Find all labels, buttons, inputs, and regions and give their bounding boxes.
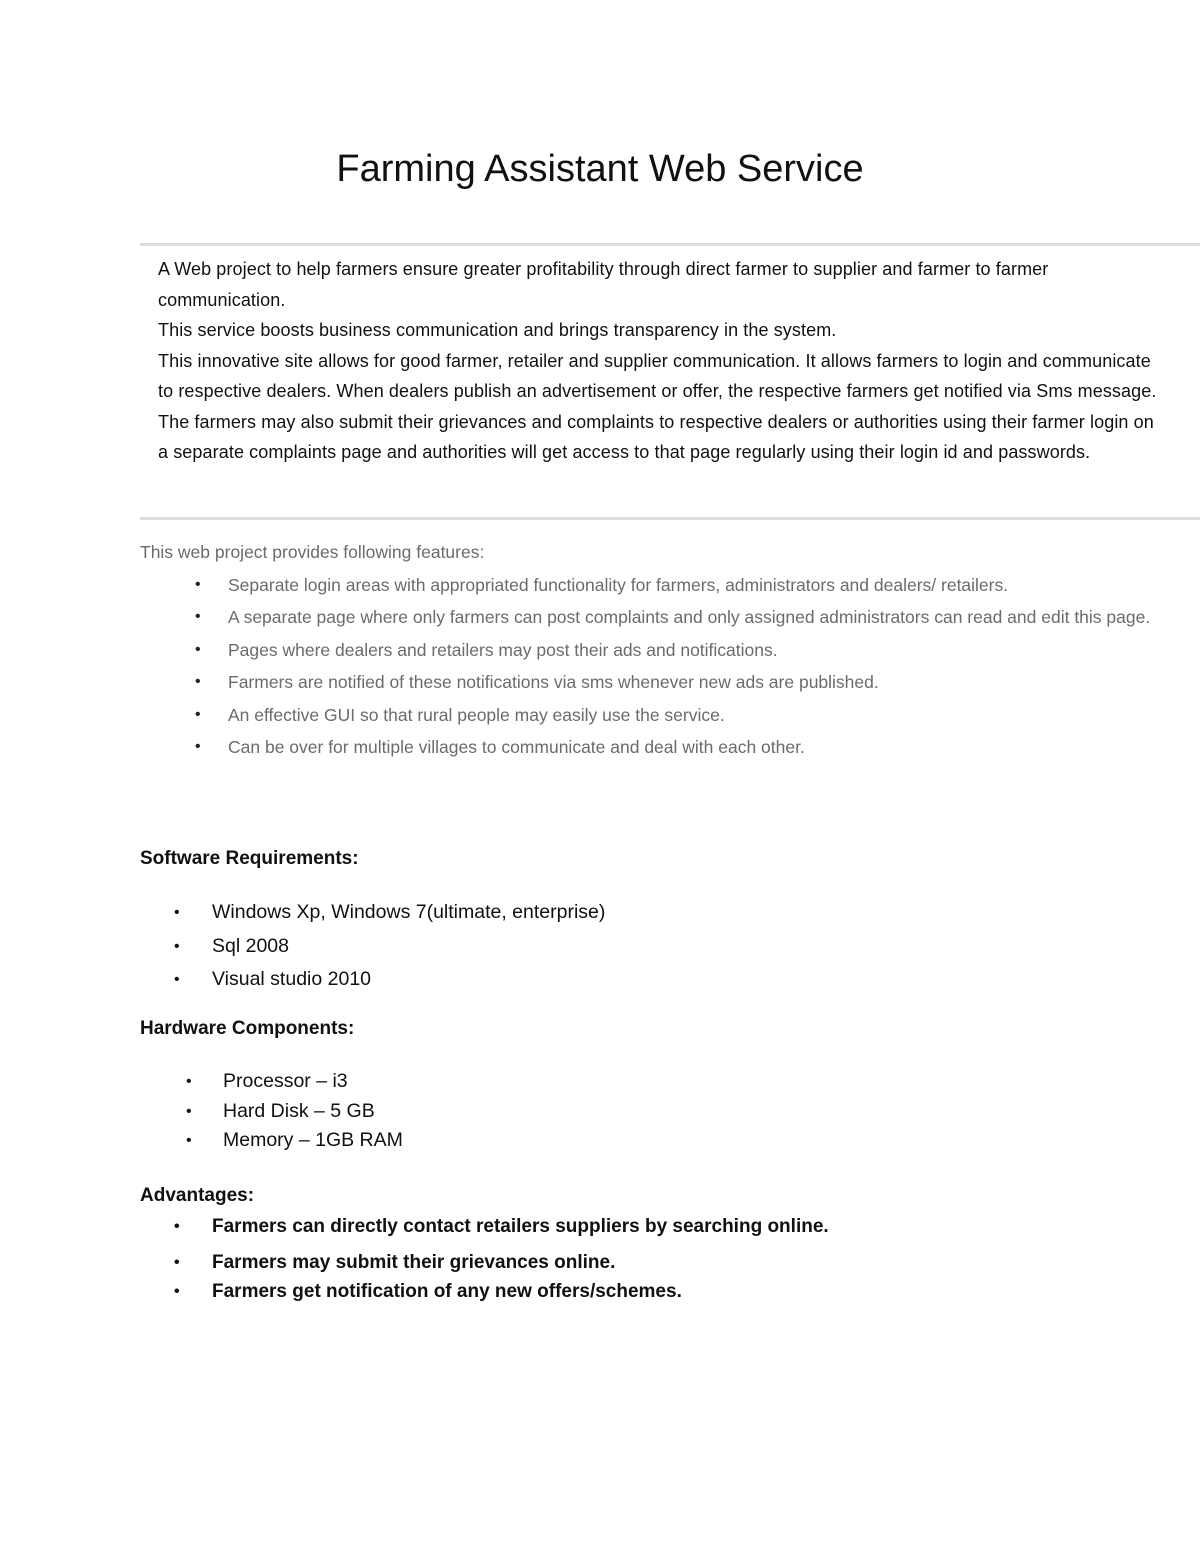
feature-text: Can be over for multiple villages to communicate and deal with each other.: [228, 737, 805, 757]
bullet-icon: •: [195, 705, 201, 723]
bullet-icon: •: [174, 971, 180, 988]
bullet-icon: •: [195, 738, 201, 755]
list-item: [140, 731, 1185, 764]
hardware-list: [182, 1067, 403, 1156]
list-item: [182, 1126, 403, 1156]
bullet-icon: •: [174, 1218, 180, 1235]
advantages-heading: Advantages:: [140, 1185, 255, 1206]
page-title: Farming Assistant Web Service: [336, 148, 864, 190]
bullet-icon: •: [186, 1073, 192, 1090]
feature-text: Pages where dealers and retailers may post their ads and notifications.: [228, 639, 778, 660]
intro-top-divider: [140, 243, 1200, 246]
hardware-item: Hard Disk – 5 GB: [223, 1099, 375, 1122]
intro-paragraph: This service boosts business communication and brings transparency in the system.: [158, 320, 837, 340]
software-list: [170, 896, 605, 997]
list-item: [170, 1275, 829, 1308]
advantage-item: Farmers may submit their grievances online.: [212, 1252, 616, 1273]
features-section: [140, 536, 1185, 764]
list-item: [170, 896, 605, 930]
bullet-icon: •: [186, 1102, 192, 1120]
list-item: [182, 1067, 403, 1097]
software-item: Visual studio 2010: [212, 968, 372, 990]
feature-text: A separate page where only farmers can post complaints and only assigned administrators can read and edit this page.: [228, 607, 1151, 627]
list-item: [170, 1210, 829, 1243]
bullet-icon: •: [174, 1283, 180, 1300]
bullet-icon: •: [174, 1254, 180, 1271]
intro-bottom-divider: [140, 517, 1200, 520]
list-item: [140, 634, 1185, 667]
hardware-item: Memory – 1GB RAM: [223, 1129, 403, 1151]
list-item: [170, 963, 605, 997]
bullet-icon: •: [195, 608, 201, 625]
bullet-icon: •: [195, 575, 201, 593]
software-item: Sql 2008: [212, 934, 289, 957]
bullet-icon: •: [186, 1132, 192, 1149]
bullet-icon: •: [174, 937, 180, 955]
hardware-components-heading: Hardware Components:: [140, 1018, 355, 1039]
software-item: Windows Xp, Windows 7(ultimate, enterprise): [212, 901, 606, 923]
list-item: [182, 1097, 403, 1127]
hardware-item: Processor – i3: [223, 1070, 348, 1092]
advantage-item: Farmers can directly contact retailers suppliers by searching online.: [212, 1216, 829, 1237]
advantage-item: Farmers get notification of any new offers/schemes.: [212, 1281, 682, 1302]
feature-text: An effective GUI so that rural people may easily use the service.: [228, 704, 725, 725]
intro-paragraph: A Web project to help farmers ensure greater profitability through direct farmer to supplier and farmer to farmer communication.: [158, 259, 1049, 310]
features-list: [140, 569, 1185, 764]
list-item: [140, 666, 1185, 699]
features-lead: This web project provides following features:: [140, 542, 485, 562]
list-item: [170, 930, 605, 964]
advantages-list: [170, 1210, 829, 1308]
list-item: [140, 699, 1185, 732]
bullet-icon: •: [174, 904, 180, 921]
list-item: [140, 601, 1185, 634]
feature-text: Farmers are notified of these notifications via sms whenever new ads are published.: [228, 672, 879, 692]
bullet-icon: •: [195, 640, 201, 658]
list-item: [140, 569, 1185, 602]
bullet-icon: •: [195, 673, 201, 690]
intro-paragraph: This innovative site allows for good farmer, retailer and supplier communication. It allows farmers to login and communicate to respective dealers. When dealers publish an advertisement or offer, the respective farmers get notified via Sms message. The farmers may also submit their grievances and complaints to respective dealers or authorities using their farmer login on a separate complaints page and authorities will get access to that page regularly using their login id and passwords.: [158, 350, 1157, 462]
intro-block: [158, 254, 1158, 468]
feature-text: Separate login areas with appropriated functionality for farmers, administrators and dealers/ retailers.: [228, 574, 1009, 595]
software-requirements-heading: Software Requirements:: [140, 848, 359, 869]
